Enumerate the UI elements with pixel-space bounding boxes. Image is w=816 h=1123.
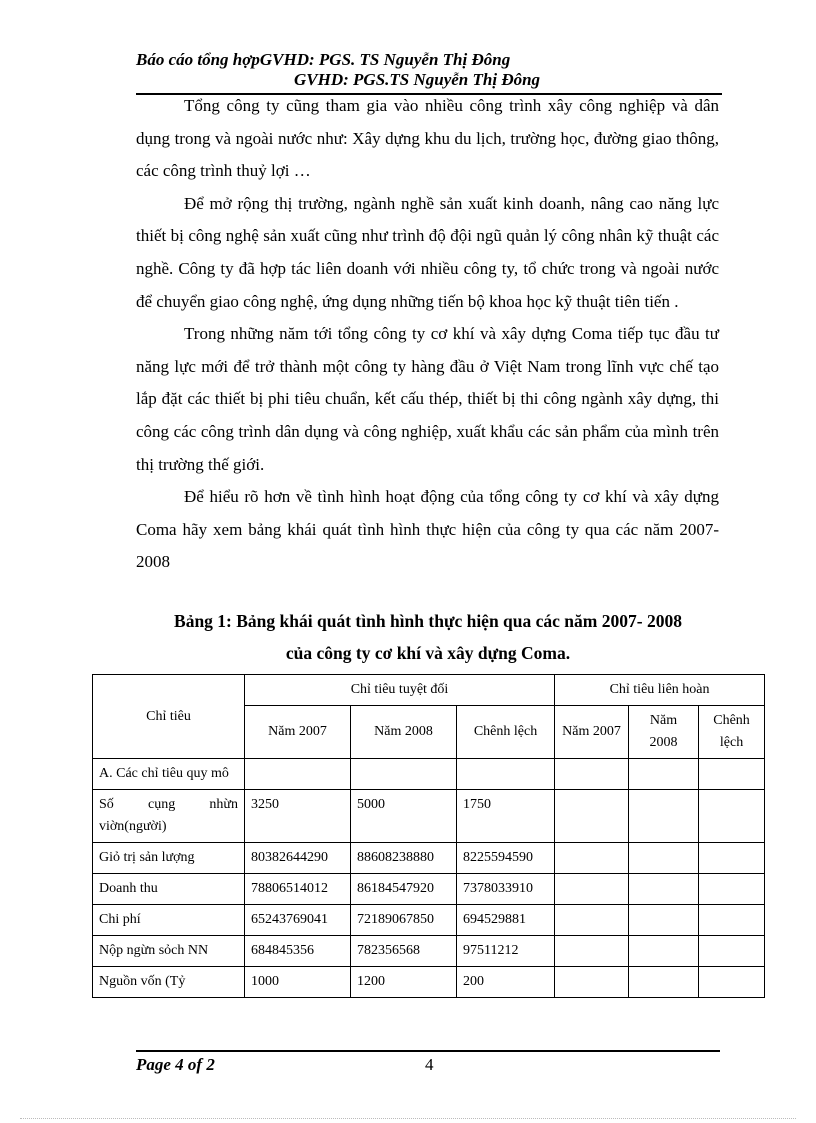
cell-chain-2007	[555, 905, 629, 936]
cell-diff: 200	[457, 967, 555, 998]
row-label: A. Các chỉ tiêu quy mô	[93, 759, 245, 790]
cell-chain-diff	[699, 936, 765, 967]
cell-chain-2007	[555, 874, 629, 905]
cell-2008: 88608238880	[351, 843, 457, 874]
row-label: Số cụng nhừn viờn(người)	[93, 790, 245, 843]
cell-2008: 72189067850	[351, 905, 457, 936]
cell-2007: 78806514012	[245, 874, 351, 905]
cell-diff: 694529881	[457, 905, 555, 936]
row-label: Doanh thu	[93, 874, 245, 905]
paragraph-4: Để hiểu rõ hơn về tình hình hoạt động của tổng công ty cơ khí và xây dựng Coma hãy xem bảng khái quát tình hình thực hiện của công ty qua các năm 2007- 2008	[136, 487, 719, 572]
cell-2008: 86184547920	[351, 874, 457, 905]
cell-2008: 782356568	[351, 936, 457, 967]
paragraph-2: Để mở rộng thị trường, ngành nghề sản xuất kinh doanh, nâng cao năng lực thiết bị công nghệ sản xuất cũng như trình độ đội ngũ quản lý công nhân kỹ thuật các nghề. Công ty đã hợp tác liên doanh với nhiều công ty, tổ chức trong và ngoài nước để chuyển giao công nghệ, ứng dụng những tiến bộ khoa học kỹ thuật tiên tiến .	[136, 193, 719, 311]
cell-2008: 1200	[351, 967, 457, 998]
table-title-line-2: của công ty cơ khí và xây dựng Coma.	[285, 643, 571, 663]
table-row	[93, 843, 765, 874]
cell-2007: 65243769041	[245, 905, 351, 936]
footer-page-number: 4	[425, 1055, 434, 1074]
cell-2007: 1000	[245, 967, 351, 998]
header-line-1: Báo cáo tổng hợpGVHD: PGS. TS Nguyễn Thị Đông	[136, 50, 511, 69]
cell-chain-2007	[555, 936, 629, 967]
body-text	[136, 90, 719, 579]
cell-chain-diff	[699, 874, 765, 905]
table-row	[93, 905, 765, 936]
table-row	[93, 790, 765, 843]
page-bottom-border	[20, 1118, 796, 1119]
cell-diff: 97511212	[457, 936, 555, 967]
cell-chain-diff	[699, 967, 765, 998]
cell-chain-2007	[555, 790, 629, 843]
cell-2007	[245, 759, 351, 790]
cell-chain-2008	[629, 874, 699, 905]
cell-chain-2008	[629, 905, 699, 936]
cell-diff: 1750	[457, 790, 555, 843]
header-absolute-group: Chỉ tiêu tuyệt đối	[245, 675, 555, 706]
footer-page-label: Page 4 of 2	[136, 1055, 215, 1074]
cell-2008: 5000	[351, 790, 457, 843]
header-line-2: GVHD: PGS.TS Nguyễn Thị Đông	[294, 70, 541, 89]
cell-chain-2008	[629, 936, 699, 967]
cell-chain-diff	[699, 905, 765, 936]
cell-2007: 684845356	[245, 936, 351, 967]
cell-chain-2008	[629, 790, 699, 843]
header-abs-2008: Năm 2008	[351, 706, 457, 759]
table-row	[93, 874, 765, 905]
paragraph-3: Trong những năm tới tổng công ty cơ khí và xây dựng Coma tiếp tục đầu tư năng lực mới để trở thành một công ty hàng đầu ở Việt Nam trong lĩnh vực chế tạo lắp đặt các thiết bị phi tiêu chuẩn, kết cấu thép, thiết bị thi công ngành xây dựng, thi công các công trình dân dụng và công nghiệp, xuất khẩu các sản phẩm của mình trên thị trường thế giới.	[136, 324, 719, 474]
page-header	[136, 50, 726, 90]
cell-chain-diff	[699, 790, 765, 843]
table-row	[93, 936, 765, 967]
row-label: Nguồn vốn (Tỷ	[93, 967, 245, 998]
cell-diff: 8225594590	[457, 843, 555, 874]
header-chi-tieu: Chỉ tiêu	[93, 675, 245, 759]
paragraph-1: Tổng công ty cũng tham gia vào nhiều công trình xây công nghiệp và dân dụng trong và ngoài nước như: Xây dựng khu du lịch, trường học, đường giao thông, các công trình thuỷ lợi …	[136, 96, 719, 181]
header-chain-2007: Năm 2007	[555, 706, 629, 759]
cell-2007: 3250	[245, 790, 351, 843]
table-row	[93, 759, 765, 790]
cell-chain-2008	[629, 759, 699, 790]
cell-chain-2007	[555, 843, 629, 874]
table-title-line-1: Bảng 1: Bảng khái quát tình hình thực hiện qua các năm 2007- 2008	[174, 611, 682, 631]
cell-chain-2007	[555, 967, 629, 998]
row-label: Chi phí	[93, 905, 245, 936]
cell-diff	[457, 759, 555, 790]
footer-rule	[136, 1050, 720, 1052]
header-abs-2007: Năm 2007	[245, 706, 351, 759]
header-chain-2008: Năm 2008	[629, 706, 699, 759]
table-row	[93, 967, 765, 998]
header-chain-diff: Chênh lệch	[699, 706, 765, 759]
cell-chain-diff	[699, 759, 765, 790]
summary-table	[92, 674, 765, 998]
header-chain-group: Chỉ tiêu liên hoàn	[555, 675, 765, 706]
row-label: Nộp ngừn sỏch NN	[93, 936, 245, 967]
row-label: Giỏ trị sản lượng	[93, 843, 245, 874]
header-abs-diff: Chênh lệch	[457, 706, 555, 759]
cell-chain-2008	[629, 843, 699, 874]
cell-diff: 7378033910	[457, 874, 555, 905]
cell-chain-diff	[699, 843, 765, 874]
cell-2007: 80382644290	[245, 843, 351, 874]
cell-2008	[351, 759, 457, 790]
cell-chain-2008	[629, 967, 699, 998]
cell-chain-2007	[555, 759, 629, 790]
